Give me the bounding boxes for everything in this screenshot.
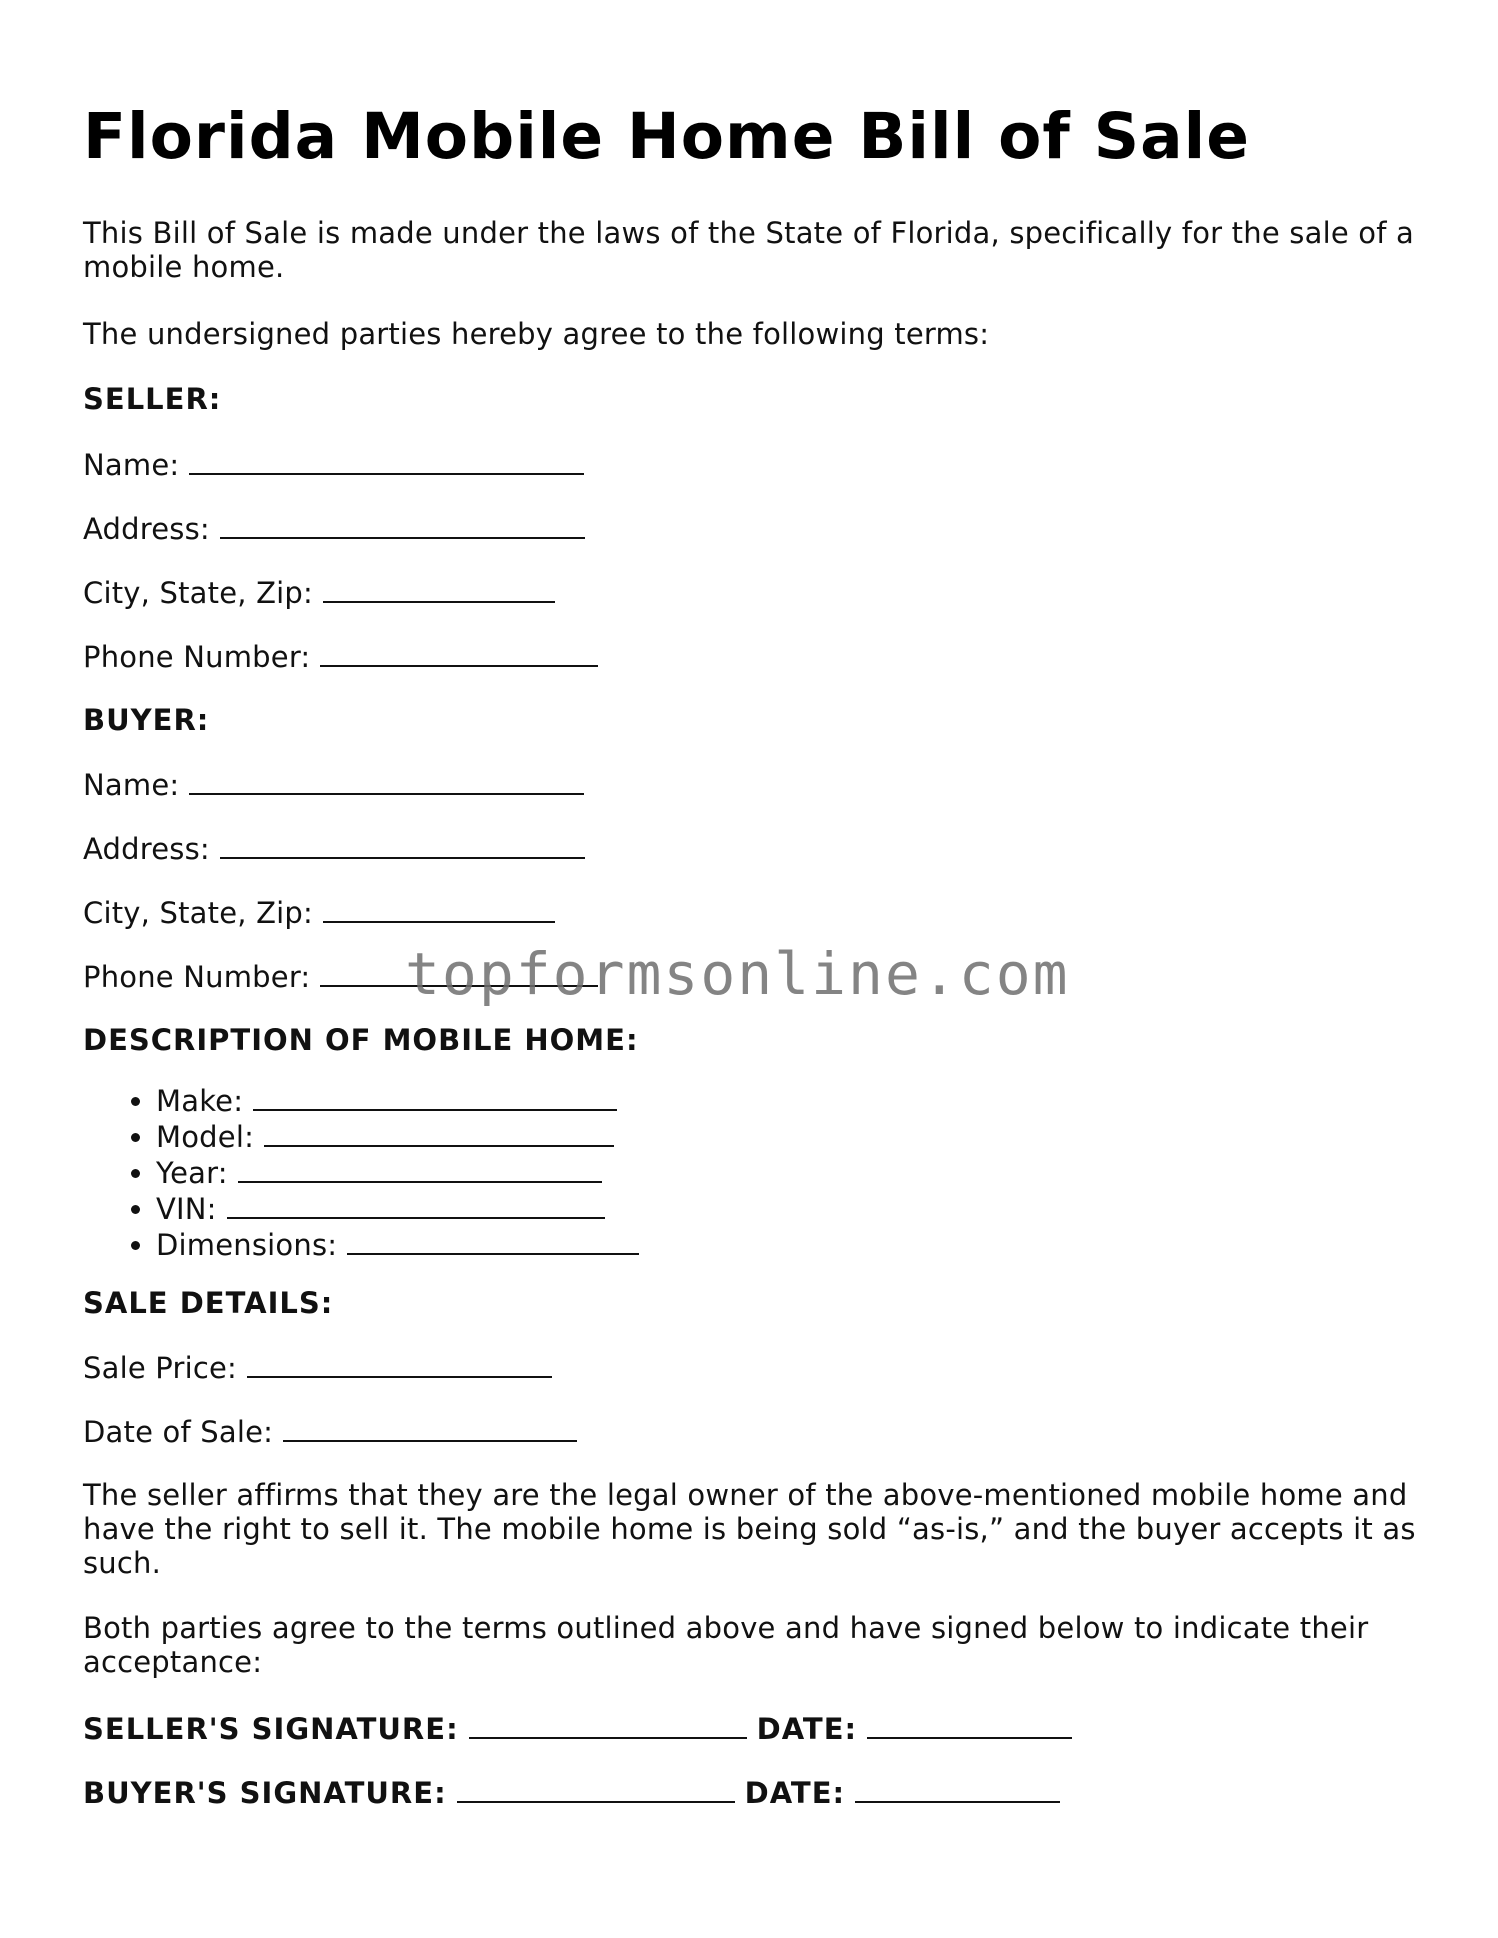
affirmation-paragraph: The seller affirms that they are the legal owner of the above-mentioned mobile home and have the right to sell it. The mobile home is being sold “as-is,” and the buyer accepts it as such. — [83, 1478, 1416, 1580]
model-label: Model: — [156, 1120, 255, 1154]
sale-details-heading: SALE DETAILS: — [83, 1286, 334, 1320]
buyer-date-field[interactable] — [855, 1775, 1060, 1803]
year-field[interactable] — [238, 1155, 602, 1183]
seller-city-label: City, State, Zip: — [83, 576, 313, 610]
vin-field[interactable] — [227, 1191, 605, 1219]
seller-address-field[interactable] — [220, 511, 585, 539]
seller-name-field[interactable] — [189, 447, 584, 475]
seller-name-row — [83, 447, 584, 482]
make-field[interactable] — [253, 1083, 617, 1111]
buyer-name-field[interactable] — [189, 767, 584, 795]
buyer-signature-row — [83, 1775, 1070, 1810]
buyer-address-field[interactable] — [220, 831, 585, 859]
seller-name-label: Name: — [83, 448, 180, 482]
seller-phone-label: Phone Number: — [83, 640, 311, 674]
watermark-text: topformsonline.com — [405, 940, 1070, 1008]
seller-address-row — [83, 511, 585, 546]
buyer-date-label: DATE: — [744, 1776, 846, 1810]
model-field[interactable] — [264, 1119, 614, 1147]
seller-city-field[interactable] — [323, 575, 555, 603]
year-label: Year: — [156, 1156, 228, 1190]
seller-signature-field[interactable] — [469, 1711, 747, 1739]
buyer-heading: BUYER: — [83, 703, 210, 737]
description-list — [83, 1083, 639, 1263]
buyer-signature-field[interactable] — [457, 1775, 735, 1803]
vin-label: VIN: — [156, 1192, 217, 1226]
description-heading: DESCRIPTION OF MOBILE HOME: — [83, 1023, 639, 1057]
sale-price-row — [83, 1350, 552, 1385]
buyer-address-label: Address: — [83, 832, 210, 866]
seller-signature-label: SELLER'S SIGNATURE: — [83, 1712, 459, 1746]
list-item — [156, 1083, 639, 1119]
document-title: Florida Mobile Home Bill of Sale — [83, 100, 1250, 173]
sale-price-label: Sale Price: — [83, 1351, 238, 1385]
buyer-name-label: Name: — [83, 768, 180, 802]
sale-date-field[interactable] — [283, 1414, 577, 1442]
seller-date-label: DATE: — [756, 1712, 858, 1746]
seller-date-field[interactable] — [867, 1711, 1072, 1739]
sale-date-row — [83, 1414, 577, 1449]
buyer-address-row — [83, 831, 585, 866]
buyer-city-row — [83, 895, 555, 930]
buyer-city-label: City, State, Zip: — [83, 896, 313, 930]
seller-phone-row — [83, 639, 598, 674]
acceptance-paragraph: Both parties agree to the terms outlined above and have signed below to indicate their acceptance: — [83, 1611, 1369, 1679]
seller-city-row — [83, 575, 555, 610]
list-item — [156, 1227, 639, 1263]
dimensions-label: Dimensions: — [156, 1228, 338, 1262]
dimensions-field[interactable] — [347, 1227, 639, 1255]
make-label: Make: — [156, 1084, 244, 1118]
seller-signature-row — [83, 1711, 1082, 1746]
list-item — [156, 1191, 639, 1227]
seller-phone-field[interactable] — [320, 639, 598, 667]
buyer-phone-label: Phone Number: — [83, 960, 311, 994]
seller-heading: SELLER: — [83, 382, 222, 416]
buyer-signature-label: BUYER'S SIGNATURE: — [83, 1776, 447, 1810]
sale-date-label: Date of Sale: — [83, 1415, 274, 1449]
sale-price-field[interactable] — [247, 1350, 552, 1378]
list-item — [156, 1155, 639, 1191]
buyer-name-row — [83, 767, 584, 802]
agreement-statement: The undersigned parties hereby agree to the following terms: — [83, 317, 990, 351]
intro-paragraph: This Bill of Sale is made under the laws of the State of Florida, specifically for the sale of a mobile home. — [83, 216, 1415, 284]
list-item — [156, 1119, 639, 1155]
seller-address-label: Address: — [83, 512, 210, 546]
buyer-city-field[interactable] — [323, 895, 555, 923]
